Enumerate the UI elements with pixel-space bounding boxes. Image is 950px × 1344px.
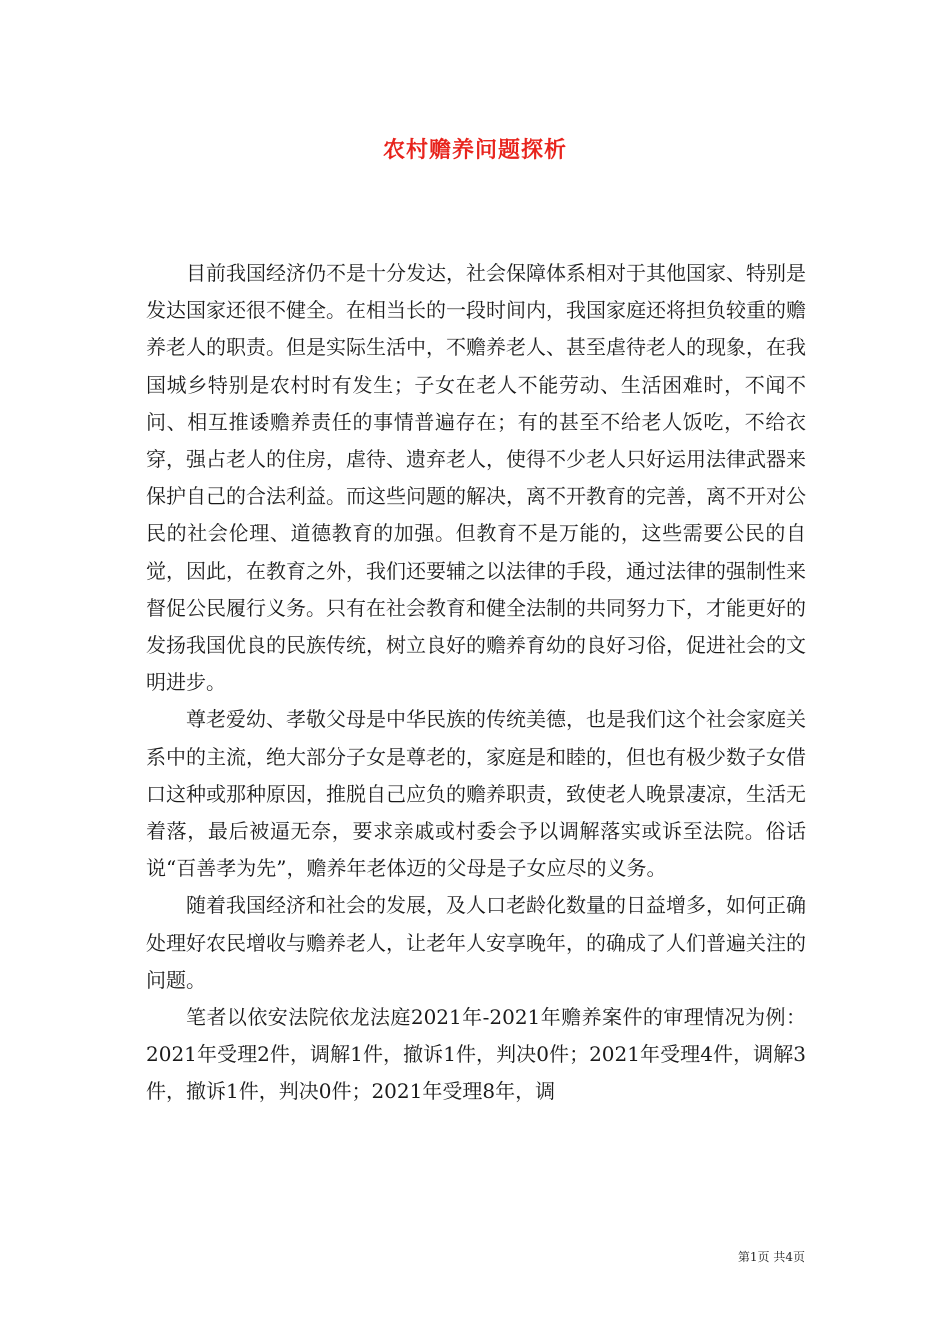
document-body (146, 255, 806, 1111)
paragraph-3: 随着我国经济和社会的发展，及人口老龄化数量的日益增多，如何正确处理好农民增收与赡养老人，让老年人安享晚年，的确成了人们普遍关注的问题。 (146, 893, 806, 992)
paragraph-4: 笔者以依安法院依龙法庭2021年-2021年赡养案件的审理情况为例：2021年受理2件，调解1件，撤诉1件，判决0件；2021年受理4件，调解3件，撤诉1件，判决0件；2021年受理8年，调 (146, 1005, 806, 1104)
paragraph-1: 目前我国经济仍不是十分发达，社会保障体系相对于其他国家、特别是发达国家还很不健全。在相当长的一段时间内，我国家庭还将担负较重的赡养老人的职责。但是实际生活中，不赡养老人、甚至虐待老人的现象，在我国城乡特别是农村时有发生；子女在老人不能劳动、生活困难时，不闻不问、相互推诿赡养责任的事情普遍存在；有的甚至不给老人饭吃，不给衣穿，强占老人的住房，虐待、遗弃老人，使得不少老人只好运用法律武器来保护自己的合法利益。而这些问题的解决，离不开教育的完善，离不开对公民的社会伦理、道德教育的加强。但教育不是万能的，这些需要公民的自觉，因此，在教育之外，我们还要辅之以法律的手段，通过法律的强制性来督促公民履行义务。只有在社会教育和健全法制的共同努力下，才能更好的发扬我国优良的民族传统，树立良好的赡养育幼的良好习俗，促进社会的文明进步。 (146, 261, 806, 695)
page-number: 第1页 共4页 (737, 1250, 805, 1264)
paragraph-2: 尊老爱幼、孝敬父母是中华民族的传统美德，也是我们这个社会家庭关系中的主流，绝大部分子女是尊老的，家庭是和睦的，但也有极少数子女借口这种或那种原因，推脱自己应负的赡养职责，致使老人晚景凄凉，生活无着落，最后被逼无奈，要求亲戚或村委会予以调解落实或诉至法院。俗话说“百善孝为先”，赡养年老体迈的父母是子女应尽的义务。 (146, 707, 806, 881)
document-title: 农村赡养问题探析 (382, 137, 567, 163)
